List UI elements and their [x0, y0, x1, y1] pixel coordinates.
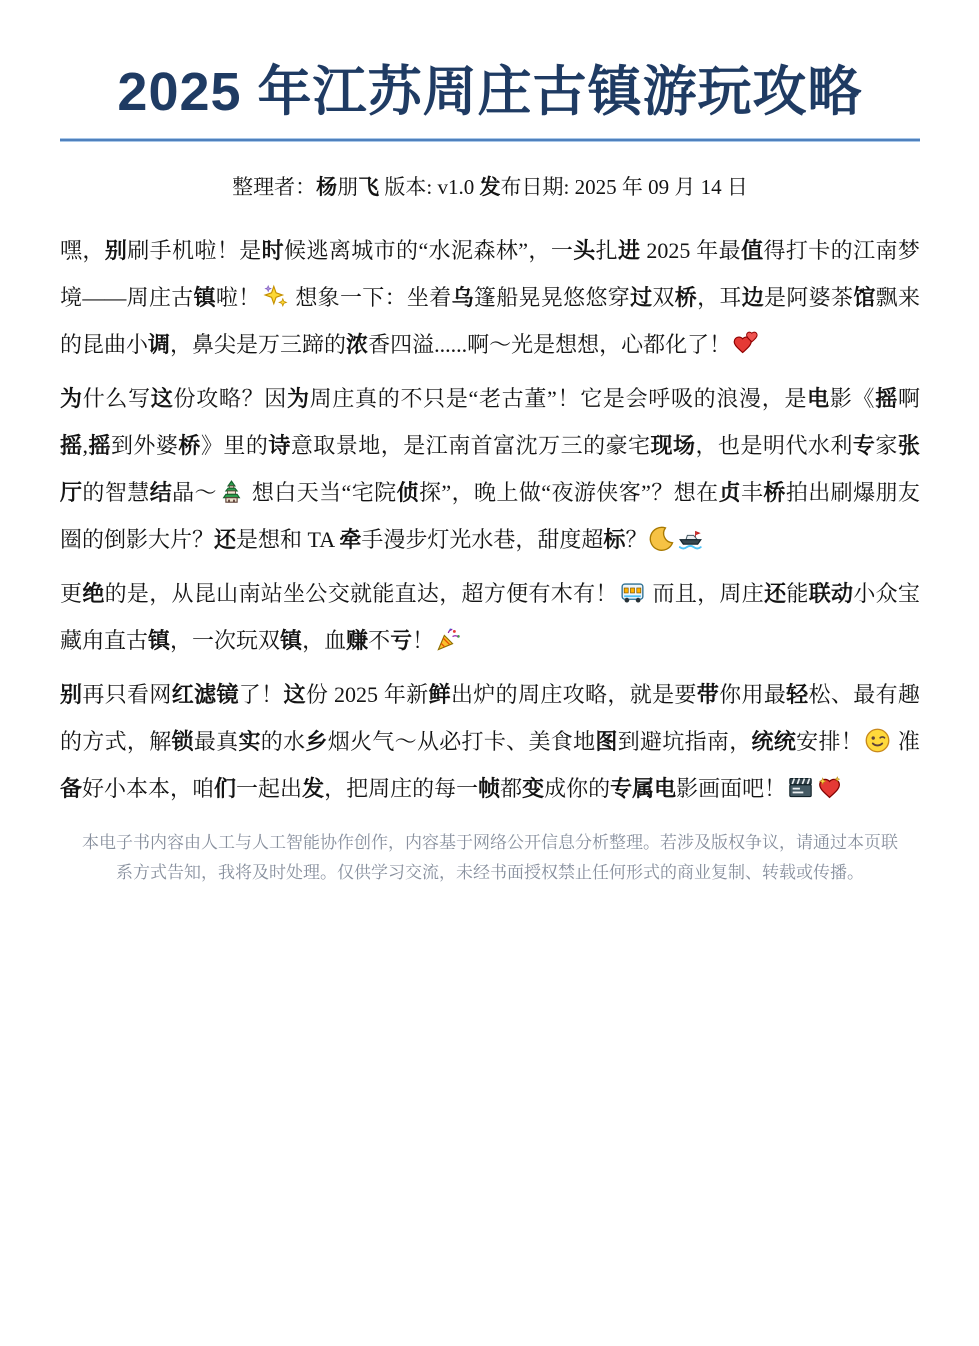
title-divider — [60, 138, 920, 142]
meta-line: 整理者：杨朋飞 版本: v1.0 发布日期: 2025 年 09 月 14 日 — [232, 174, 748, 199]
page-title: 2025 年江苏周庄古镇游玩攻略 — [117, 62, 863, 122]
document-body — [60, 227, 920, 812]
disclaimer-line-1: 本电子书内容由人工与人工智能协作创作，内容基于网络公开信息分析整理。若涉及版权争议，请通过本页联 — [82, 832, 898, 852]
boat-icon — [677, 525, 704, 552]
clapper-board-icon — [787, 774, 814, 801]
paragraph-intro: 嘿，别刷手机啦！是时候逃离城市的“水泥森林”，一头扎进 2025 年最值得打卡的江南梦境——周庄古镇啦！ 想象一下：坐着乌篷船晃晃悠悠穿过双桥，耳边是阿婆茶馆飘来的昆曲小调，鼻尖是万三蹄的浓香四溢......啊～光是想想，心都化了！ — [60, 237, 920, 357]
paragraph-transport: 更绝的是，从昆山南站坐公交就能直达，超方便有木有！ 而且，周庄还能联动小众宝藏甪直古镇，一次玩双镇，血赚不亏！ — [60, 580, 920, 653]
paragraph-promise: 别再只看网红滤镜了！这份 2025 年新鲜出炉的周庄攻略，就是要带你用最轻松、最有趣的方式，解锁最真实的水乡烟火气～从必打卡、美食地图到避坑指南，统统安排！ 准备好小本本，咱们一起出发，把周庄的每一帧都变成你的专属电影画面吧！ — [60, 681, 920, 801]
party-popper-icon — [435, 626, 462, 653]
crescent-moon-icon — [648, 525, 675, 552]
sparkles-icon — [262, 283, 289, 310]
paragraph-why: 为什么写这份攻略？因为周庄真的不只是“老古董”！它是会呼吸的浪漫，是电影《摇啊摇,摇到外婆桥》里的诗意取景地，是江南首富沈万三的豪宅现场，也是明代水利专家张厅的智慧结晶～ 想白天当“宅院侦探”，晚上做“夜游侠客”？想在贞丰桥拍出刷爆朋友圈的倒影大片？还是想和 TA 牵手漫步灯光水巷，甜度超标？ — [60, 385, 920, 552]
disclaimer-line-2: 系方式告知，我将及时处理。仅供学习交流，未经书面授权禁止任何形式的商业复制、转载或传播。 — [116, 862, 864, 882]
disclaimer — [60, 828, 920, 888]
two-hearts-icon — [732, 330, 759, 357]
bus-icon — [619, 579, 646, 606]
sparkling-heart-icon — [816, 774, 843, 801]
castle-icon — [218, 478, 245, 505]
winking-face-icon — [864, 727, 891, 754]
